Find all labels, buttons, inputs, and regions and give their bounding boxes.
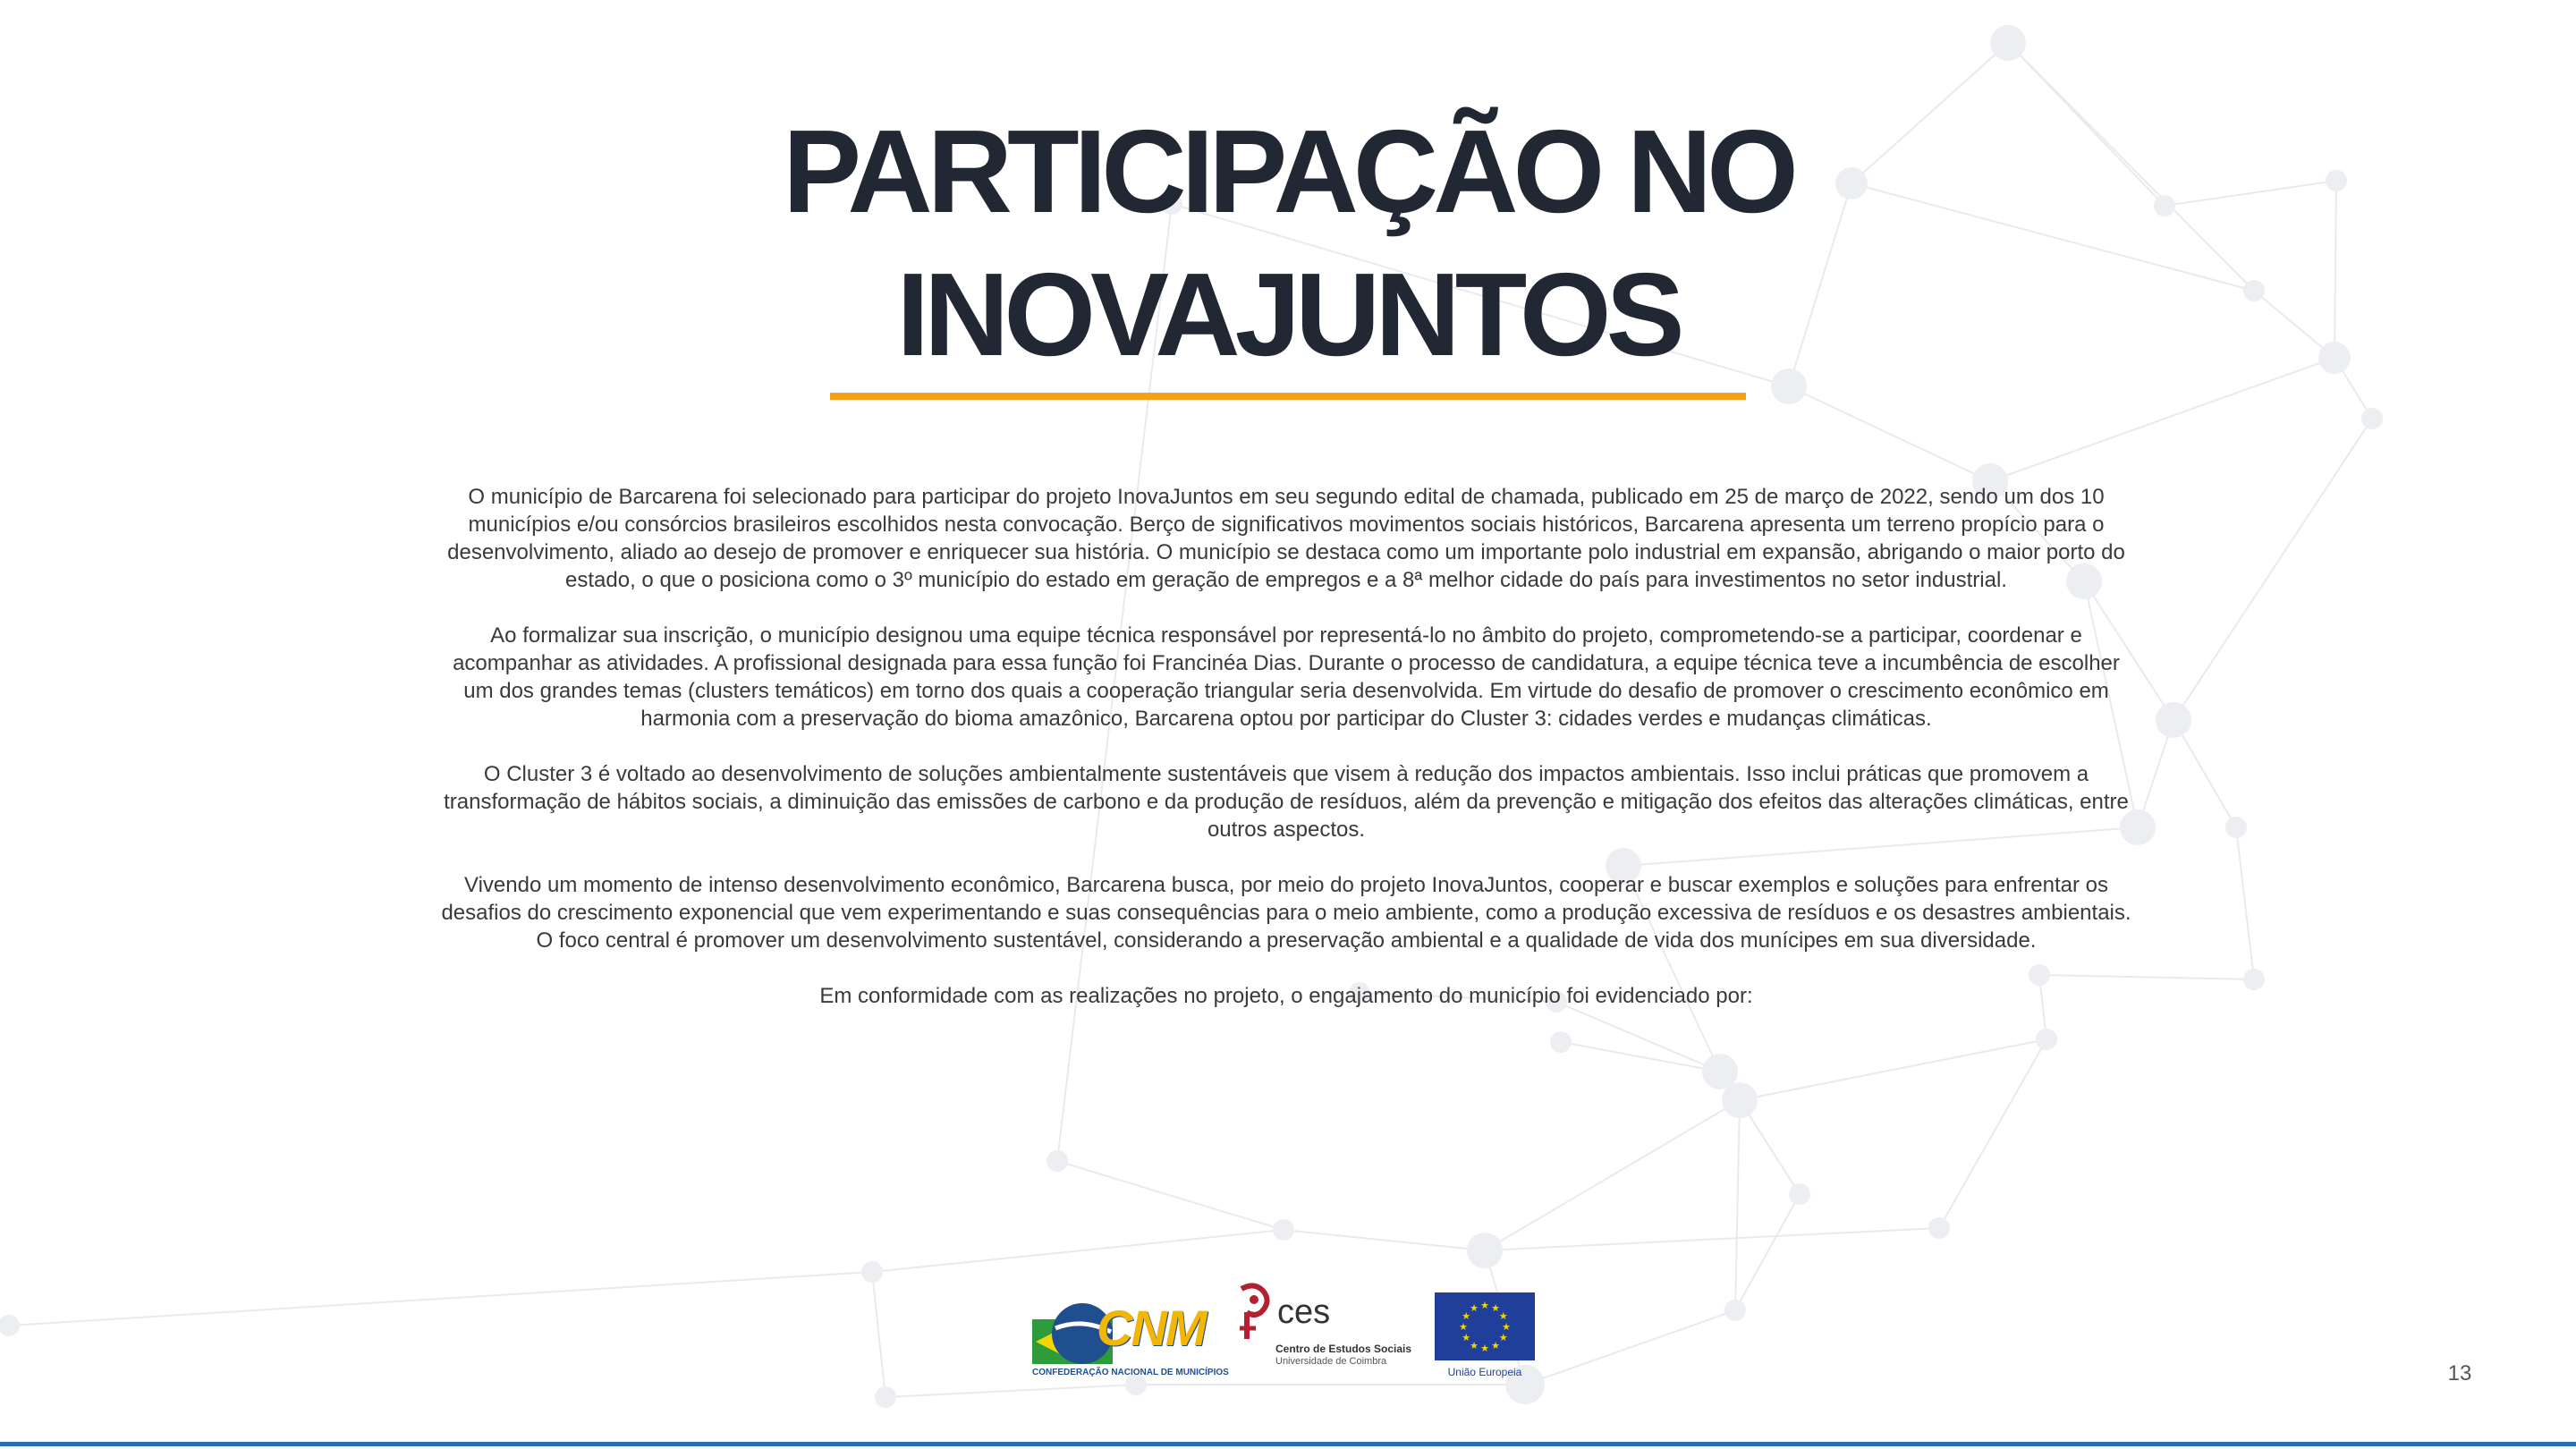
slide-title-line-1: PARTICIPAÇÃO NO [783,106,1793,237]
svg-text:★: ★ [1498,1310,1508,1322]
bottom-bar [0,1442,2576,1446]
ces-subtitle: Centro de Estudos Sociais [1275,1343,1412,1355]
svg-text:★: ★ [1502,1321,1511,1333]
slide-title [483,100,2093,386]
eu-label: União Europeia [1447,1366,1522,1378]
eu-logo [1431,1284,1538,1391]
svg-text:★: ★ [1459,1321,1468,1333]
page-number: 13 [2447,1361,2472,1385]
paragraph-1: O município de Barcarena foi selecionado para participar do projeto InovaJuntos em seu segundo edital de chamada, publicado em 25 de março de 2022, sendo um dos 10 municípios e/ou consórcios brasileiros escolhidos nesta convocação. Berço de significativos movimentos sociais históricos, Barcarena apresenta um terreno propício para o desenvolvimento, aliado ao desejo de promover e enriquecer sua história. O município se destaca como um importante polo industrial em expansão, abrigando o maior porto do estado, o que o posiciona como o 3º município do estado em geração de empregos e a 8ª melhor cidade do país para investimentos no setor industrial. [447,485,2125,592]
body-text [436,483,2136,1038]
ces-wordmark: ces [1277,1293,1331,1331]
svg-text:★: ★ [1470,1339,1479,1352]
paragraph-2: Ao formalizar sua inscrição, o município designou uma equipe técnica responsável por representá-lo no âmbito do projeto, comprometendo-se a participar, coordenar e acompanhar as atividades. A profissional designada para essa função foi Francinéa Dias. Durante o processo de candidatura, a equipe técnica teve a incumbência de escolher um dos grandes temas (clusters temáticos) em torno dos quais a cooperação triangular seria desenvolvida. Em virtude do desafio de promover o crescimento econômico em harmonia com a preservação do bioma amazônico, Barcarena optou por participar do Cluster 3: cidades verdes e mudanças climáticas. [453,623,2120,731]
cnm-subtitle: CONFEDERAÇÃO NACIONAL DE MUNICÍPIOS [1032,1368,1229,1377]
slide-title-line-2: INOVAJUNTOS [896,249,1680,380]
svg-text:★: ★ [1498,1332,1508,1343]
svg-text:★: ★ [1480,1343,1489,1354]
svg-text:★: ★ [1480,1300,1489,1311]
cnm-wordmark: CNM [1097,1300,1206,1356]
ces-university: Universidade de Coimbra [1275,1356,1387,1367]
svg-text:★: ★ [1462,1310,1471,1322]
ces-logo [1234,1275,1412,1391]
paragraph-5: Em conformidade com as realizações no projeto, o engajamento do município foi evidenciado por: [819,984,1753,1008]
svg-text:★: ★ [1470,1302,1479,1315]
paragraph-4: Vivendo um momento de intenso desenvolvimento econômico, Barcarena busca, por meio do projeto InovaJuntos, cooperar e buscar exemplos e soluções para enfrentar os desafios do crescimento exponencial que vem experimentando e suas consequências para o meio ambiente, como a produção excessiva de resíduos e os desastres ambientais. O foco central é promover um desenvolvimento sustentável, considerando a preservação ambiental e a qualidade de vida dos munícipes em sua diversidade. [441,873,2131,953]
svg-text:★: ★ [1462,1332,1471,1343]
ces-symbol-icon [1234,1282,1277,1353]
cnm-logo [1029,1292,1229,1391]
paragraph-3: O Cluster 3 é voltado ao desenvolvimento de soluções ambientalmente sustentáveis que visem à redução dos impactos ambientais. Isso inclui práticas que promovem a transformação de hábitos sociais, a diminuição das emissões de carbono e da produção de resíduos, além da prevenção e mitigação dos efeitos das alterações climáticas, entre outros aspectos. [444,762,2129,842]
eu-flag-icon [1435,1292,1535,1360]
svg-text:★: ★ [1491,1302,1500,1315]
svg-text:★: ★ [1491,1339,1500,1352]
title-underline [830,393,1746,400]
